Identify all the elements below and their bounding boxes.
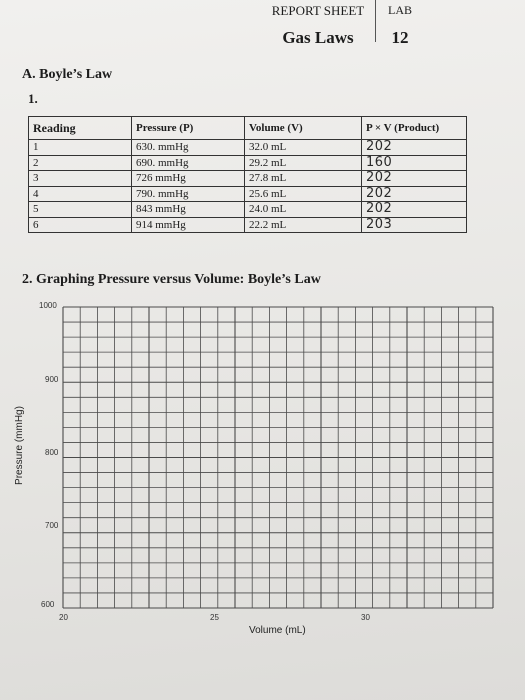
y-tick-label: 1000 [39,301,57,310]
table-header-row [29,117,467,140]
reading-cell: 6 [29,217,132,233]
item-number: 1. [28,91,38,106]
reading-cell: 5 [29,202,132,218]
page-title: Gas Laws [282,28,354,47]
y-tick-label: 600 [41,600,55,609]
product-cell: 202 [362,186,467,202]
pressure-cell: 690. mmHg [132,155,245,171]
y-tick-label: 800 [45,448,59,457]
reading-cell: 3 [29,171,132,187]
table-row [29,202,467,218]
product-cell: 160 [362,155,467,171]
volume-cell: 25.6 mL [245,186,362,202]
reading-cell: 4 [29,186,132,202]
table-row [29,155,467,171]
product-cell: 202 [362,171,467,187]
volume-cell: 22.2 mL [245,217,362,233]
pressure-cell: 630. mmHg [132,140,245,156]
volume-cell: 24.0 mL [245,202,362,218]
table-row [29,217,467,233]
x-tick-label: 25 [210,613,219,622]
y-tick-label: 900 [45,375,59,384]
table-row [29,186,467,202]
header-right [378,3,422,48]
boyles-law-table [28,116,467,233]
pressure-cell: 726 mmHg [132,171,245,187]
x-tick-label: 30 [361,613,370,622]
y-axis-label: Pressure (mmHg) [13,406,25,485]
graph-area [0,290,525,660]
pressure-cell: 790. mmHg [132,186,245,202]
product-cell: 202 [362,202,467,218]
header-left [262,3,374,48]
table-row [29,171,467,187]
column-header-reading: Reading [29,117,132,140]
reading-cell: 1 [29,140,132,156]
graph-grid [0,290,525,660]
reading-cell: 2 [29,155,132,171]
section-2-title: 2. Graphing Pressure versus Volume: Boyle’s Law [22,272,321,287]
lab-label: LAB [388,3,412,17]
lab-number: 12 [391,28,409,47]
volume-cell: 27.8 mL [245,171,362,187]
y-tick-label: 700 [45,521,59,530]
product-cell: 203 [362,217,467,233]
pressure-cell: 843 mmHg [132,202,245,218]
volume-cell: 32.0 mL [245,140,362,156]
report-sheet-label: REPORT SHEET [271,3,365,18]
pressure-cell: 914 mmHg [132,217,245,233]
table-row [29,140,467,156]
column-header-product: P × V (Product) [362,117,467,140]
column-header-volume: Volume (V) [245,117,362,140]
x-tick-label: 20 [59,613,68,622]
column-header-pressure: Pressure (P) [132,117,245,140]
x-axis-label: Volume (mL) [249,625,306,636]
header-divider [375,0,376,42]
product-cell: 202 [362,140,467,156]
section-a-title: A. Boyle’s Law [22,67,113,82]
volume-cell: 29.2 mL [245,155,362,171]
